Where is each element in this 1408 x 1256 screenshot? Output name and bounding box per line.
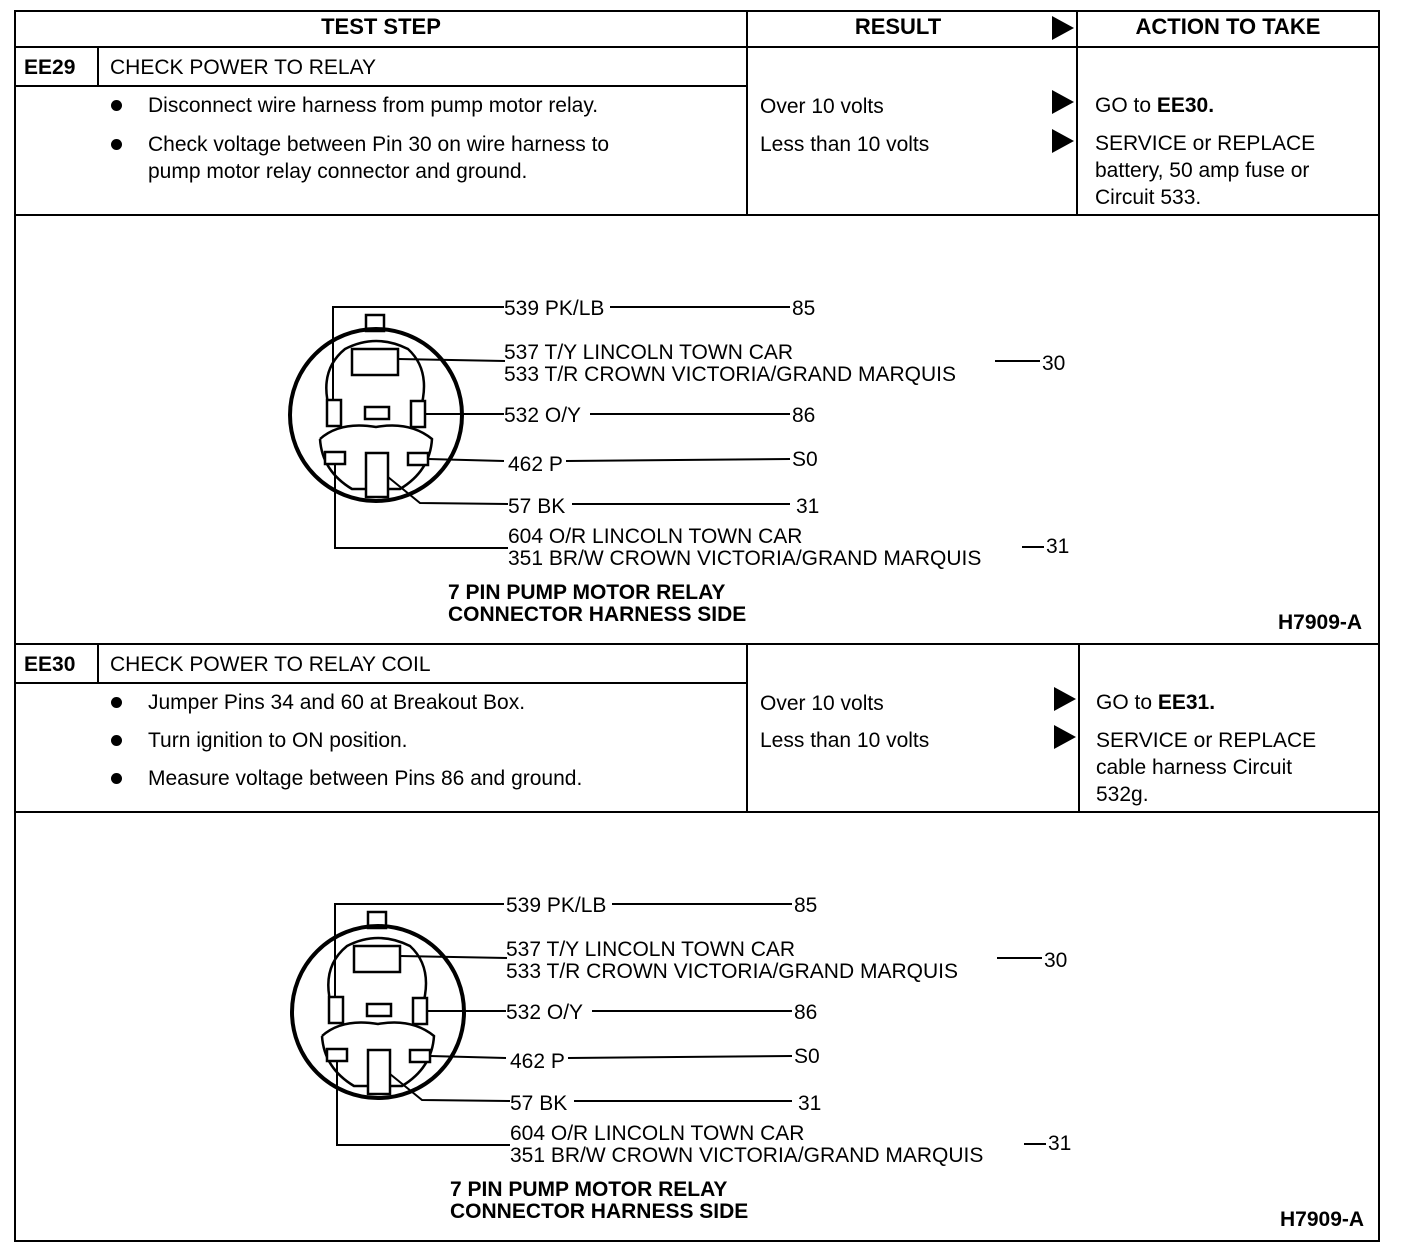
pin-label: 31 xyxy=(1048,1132,1072,1155)
wire-label: 532 O/Y xyxy=(506,1001,584,1024)
diagram-caption: CONNECTOR HARNESS SIDE xyxy=(450,1200,749,1223)
figure-id: H7909-A xyxy=(1280,1208,1365,1231)
wire-label: 539 PK/LB xyxy=(506,894,607,917)
connector-diagram xyxy=(0,216,1408,656)
pin-label: S0 xyxy=(792,448,818,471)
wire-label: 604 O/R LINCOLN TOWN CAR xyxy=(508,525,803,548)
step-id: EE29 xyxy=(24,56,76,79)
wire-label: 532 O/Y xyxy=(504,404,582,427)
bullet-icon xyxy=(111,697,122,708)
instruction: Turn ignition to ON position. xyxy=(148,729,408,752)
action-service: battery, 50 amp fuse or xyxy=(1095,159,1310,182)
result-arrow-icon xyxy=(1052,90,1074,114)
instruction: Jumper Pins 34 and 60 at Breakout Box. xyxy=(148,691,526,714)
diagram-caption: CONNECTOR HARNESS SIDE xyxy=(448,603,747,626)
pin-label: 31 xyxy=(796,495,820,518)
result-less: Less than 10 volts xyxy=(760,729,930,752)
bullet-icon xyxy=(111,100,122,111)
wire-label: 462 P xyxy=(508,453,563,476)
figure-id: H7909-A xyxy=(1278,611,1363,634)
wire-label: 462 P xyxy=(510,1050,565,1073)
wire-label: 57 BK xyxy=(508,495,566,518)
result-arrow-icon xyxy=(1052,129,1074,153)
action-service: SERVICE or REPLACE xyxy=(1096,729,1317,752)
result-arrow-icon xyxy=(1054,725,1076,749)
wire-label: 351 BR/W CROWN VICTORIA/GRAND MARQUIS xyxy=(510,1144,984,1167)
diagram-caption: 7 PIN PUMP MOTOR RELAY xyxy=(450,1178,728,1201)
pin-label: 86 xyxy=(792,404,816,427)
instruction: Check voltage between Pin 30 on wire harness to xyxy=(148,133,610,156)
header-action: ACTION TO TAKE xyxy=(1135,14,1321,39)
bullet-icon xyxy=(111,139,122,150)
header-arrow-icon xyxy=(1052,16,1074,40)
result-arrow-icon xyxy=(1054,687,1076,711)
pin-label: 85 xyxy=(794,894,818,917)
result-over: Over 10 volts xyxy=(760,95,884,118)
pin-label: 30 xyxy=(1044,949,1068,972)
pin-label: 86 xyxy=(794,1001,818,1024)
wire-label: 57 BK xyxy=(510,1092,568,1115)
wire-label: 537 T/Y LINCOLN TOWN CAR xyxy=(506,938,796,961)
step-title: CHECK POWER TO RELAY xyxy=(110,56,377,79)
result-less: Less than 10 volts xyxy=(760,133,930,156)
wire-label: 604 O/R LINCOLN TOWN CAR xyxy=(510,1122,805,1145)
action-service: SERVICE or REPLACE xyxy=(1095,132,1316,155)
pin-label: 30 xyxy=(1042,352,1066,375)
header-result: RESULT xyxy=(854,14,942,39)
instruction: Disconnect wire harness from pump motor relay. xyxy=(148,94,599,117)
wire-label: 537 T/Y LINCOLN TOWN CAR xyxy=(504,341,794,364)
wire-label: 533 T/R CROWN VICTORIA/GRAND MARQUIS xyxy=(506,960,958,983)
pin-label: 31 xyxy=(1046,535,1070,558)
step-id: EE30 xyxy=(24,653,76,676)
action-goto: GO to EE31. xyxy=(1096,691,1216,714)
action-service: 532g. xyxy=(1096,783,1149,806)
bullet-icon xyxy=(111,773,122,784)
pin-label: 31 xyxy=(798,1092,822,1115)
result-over: Over 10 volts xyxy=(760,692,884,715)
instruction-continued: pump motor relay connector and ground. xyxy=(148,160,528,183)
bullet-icon xyxy=(111,735,122,746)
wire-label: 539 PK/LB xyxy=(504,297,605,320)
wire-label: 533 T/R CROWN VICTORIA/GRAND MARQUIS xyxy=(504,363,956,386)
pin-label: S0 xyxy=(794,1045,820,1068)
action-service: cable harness Circuit xyxy=(1096,756,1293,779)
wire-label: 351 BR/W CROWN VICTORIA/GRAND MARQUIS xyxy=(508,547,982,570)
step-title: CHECK POWER TO RELAY COIL xyxy=(110,653,431,676)
connector-diagram xyxy=(0,813,1408,1253)
header-test-step: TEST STEP xyxy=(321,14,441,39)
instruction: Measure voltage between Pins 86 and ground. xyxy=(148,767,583,790)
action-goto: GO to EE30. xyxy=(1095,94,1215,117)
pin-label: 85 xyxy=(792,297,816,320)
action-service: Circuit 533. xyxy=(1095,186,1202,209)
diagram-caption: 7 PIN PUMP MOTOR RELAY xyxy=(448,581,726,604)
